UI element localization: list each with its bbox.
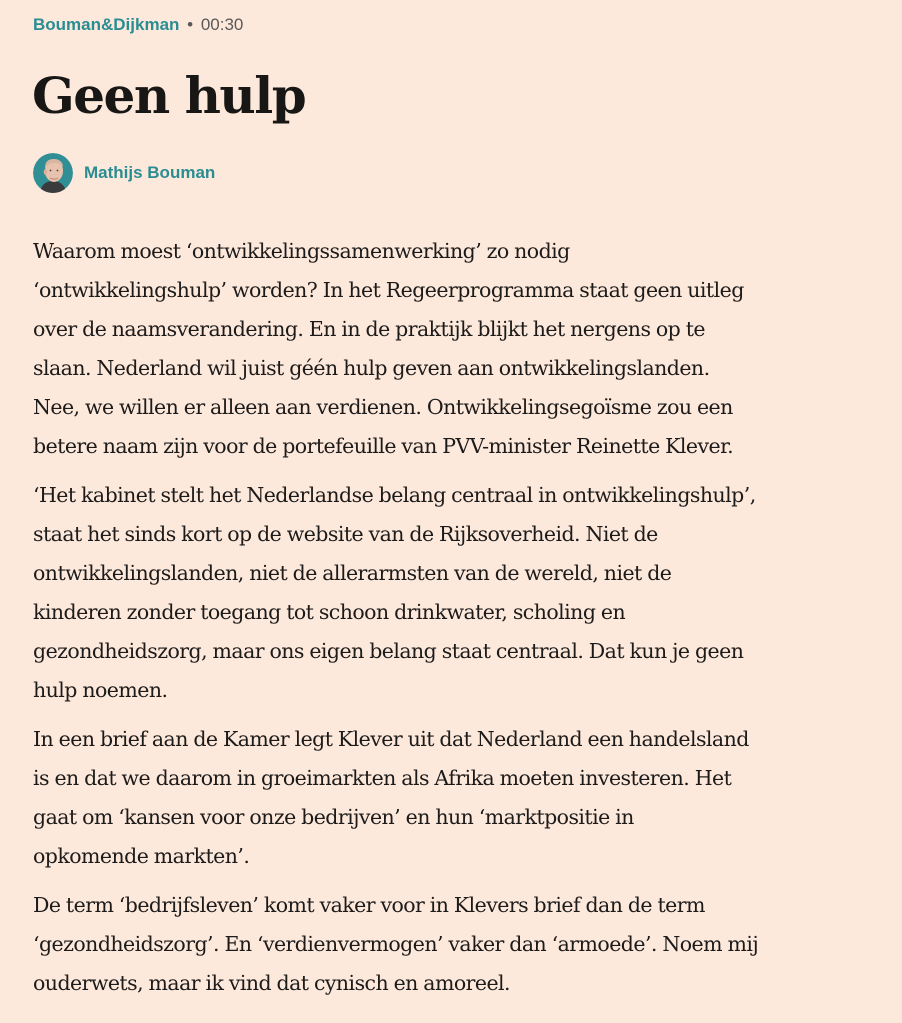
text-line: gaat om ‘kansen voor onze bedrijven’ en hun ‘marktpositie in bbox=[33, 805, 634, 829]
text-line: ‘gezondheidszorg’. En ‘verdienvermogen’ vaker dan ‘armoede’. Noem mij bbox=[33, 932, 759, 956]
text-line: gezondheidszorg, maar ons eigen belang staat centraal. Dat kun je geen bbox=[33, 639, 744, 663]
article-body bbox=[33, 232, 893, 1013]
paragraph bbox=[33, 720, 893, 876]
text-line: ‘Het kabinet stelt het Nederlandse belang centraal in ontwikkelingshulp’, bbox=[33, 483, 756, 507]
author-byline[interactable] bbox=[33, 153, 215, 193]
text-line: ouderwets, maar ik vind dat cynisch en amoreel. bbox=[33, 971, 511, 995]
text-line: Nee, we willen er alleen aan verdienen. Ontwikkelingsegoïsme zou een bbox=[33, 395, 733, 419]
text-line: betere naam zijn voor de portefeuille van PVV-minister Reinette Klever. bbox=[33, 434, 734, 458]
paragraph bbox=[33, 886, 893, 1003]
text-line: ‘ontwikkelingshulp’ worden? In het Regeerprogramma staat geen uitleg bbox=[33, 278, 744, 302]
episode-meta bbox=[33, 14, 243, 36]
episode-duration: 00:30 bbox=[200, 15, 244, 34]
text-line: is en dat we daarom in groeimarkten als Afrika moeten investeren. Het bbox=[33, 766, 732, 790]
paragraph bbox=[33, 232, 893, 466]
text-line: slaan. Nederland wil juist géén hulp geven aan ontwikkelingslanden. bbox=[33, 356, 710, 380]
text-line: In een brief aan de Kamer legt Klever uit dat Nederland een handelsland bbox=[33, 727, 749, 751]
text-line: hulp noemen. bbox=[33, 678, 168, 702]
series-link[interactable]: Bouman&Dijkman bbox=[33, 15, 180, 34]
article-title: Geen hulp bbox=[32, 66, 306, 125]
text-line: opkomende markten’. bbox=[33, 844, 250, 868]
author-avatar-icon[interactable] bbox=[33, 153, 73, 193]
text-line: Waarom moest ‘ontwikkelingssamenwerking’ zo nodig bbox=[33, 239, 570, 263]
text-line: kinderen zonder toegang tot schoon drinkwater, scholing en bbox=[33, 600, 626, 624]
text-line: over de naamsverandering. En in de praktijk blijkt het nergens op te bbox=[33, 317, 705, 341]
text-line: ontwikkelingslanden, niet de allerarmsten van de wereld, niet de bbox=[33, 561, 672, 585]
text-line: staat het sinds kort op de website van de Rijksoverheid. Niet de bbox=[33, 522, 658, 546]
paragraph bbox=[33, 476, 893, 710]
text-line: De term ‘bedrijfsleven’ komt vaker voor in Klevers brief dan de term bbox=[33, 893, 705, 917]
meta-separator: • bbox=[187, 15, 194, 34]
author-name-link[interactable]: Mathijs Bouman bbox=[84, 163, 216, 182]
